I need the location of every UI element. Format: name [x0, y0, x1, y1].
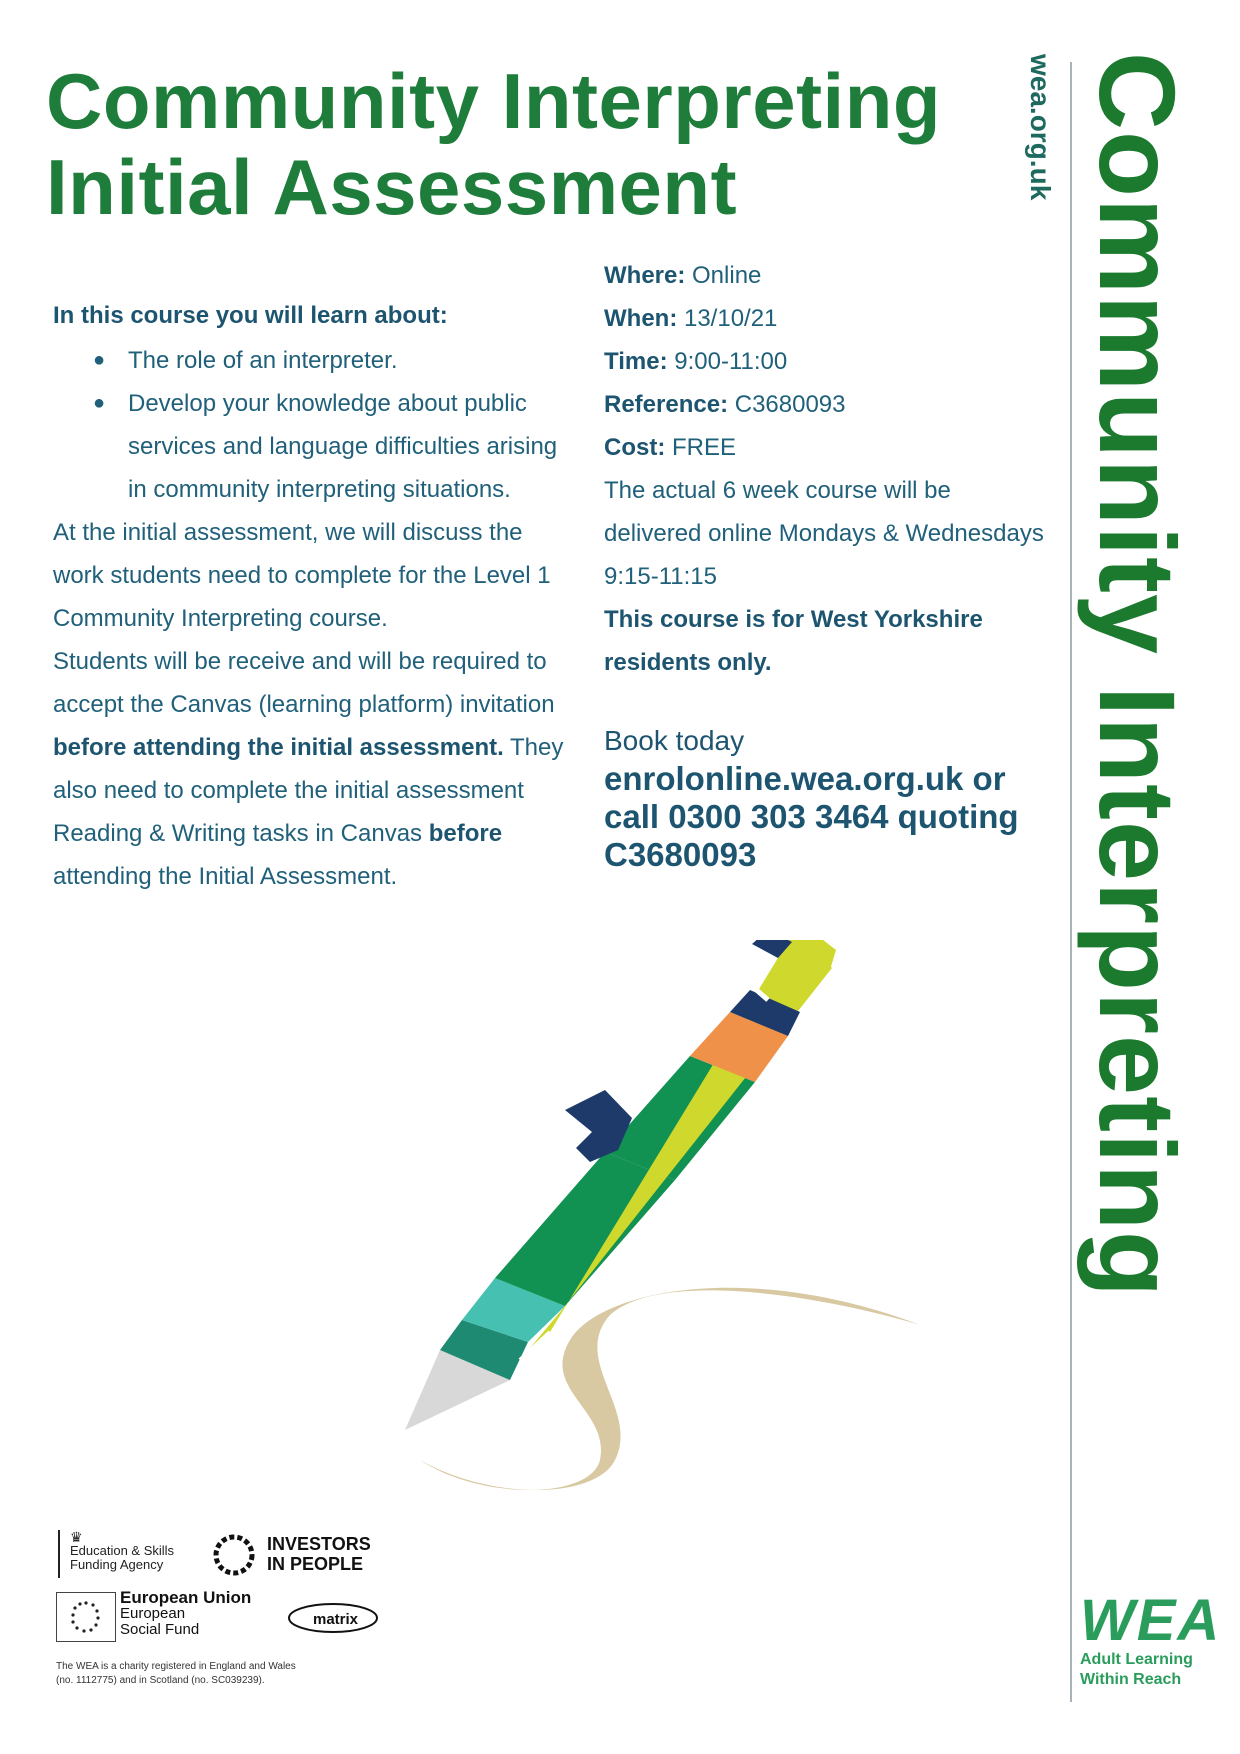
- wea-logo: [1080, 1588, 1222, 1702]
- website-text[interactable]: wea.org.uk: [1025, 54, 1056, 201]
- website-vertical: [1010, 54, 1060, 224]
- learn-heading: In this course you will learn about:: [53, 302, 448, 329]
- book-today-label: Book today: [604, 725, 745, 756]
- charity-notice: The WEA is a charity registered in England and Wales (no. 1112775) and in Scotland (no. SC039239).: [56, 1661, 296, 1686]
- bullet-icon: ●: [93, 349, 106, 371]
- canvas-paragraph: Students will be receive and will be required to accept the Canvas (learning platform) invitation before attending the initial assessment. They also need to complete the initial assessment Reading & Writing tasks in Canvas before attending the Initial Assessment.: [53, 648, 564, 890]
- investors-in-people-logo: INVESTORS IN PEOPLE: [211, 1530, 391, 1578]
- list-item: ● Develop your knowledge about public services and language difficulties arising in community interpreting situations.: [53, 382, 573, 511]
- where-row: Where: Online: [604, 262, 762, 289]
- assessment-paragraph: At the initial assessment, we will discuss the work students need to complete for the Level 1 Community Interpreting course.: [53, 519, 551, 632]
- booking-info: [604, 722, 1064, 874]
- course-description: [53, 294, 573, 898]
- schedule-text: The actual 6 week course will be delivered online Mondays & Wednesdays 9:15-11:15: [604, 477, 1044, 590]
- wea-wordmark: WEA: [1080, 1588, 1222, 1653]
- vertical-divider: [1070, 62, 1072, 1702]
- title-line-1: Community Interpreting: [46, 57, 942, 145]
- time-row: Time: 9:00-11:00: [604, 348, 788, 375]
- partner-logos: [56, 1530, 396, 1700]
- reference-code: C3680093: [604, 836, 757, 873]
- matrix-logo-icon: [278, 1596, 398, 1646]
- list-item: ● The role of an interpreter.: [53, 339, 573, 382]
- learn-list: [53, 339, 573, 511]
- pen-illustration: [400, 940, 940, 1500]
- page-title: [46, 58, 946, 230]
- phone-line: call 0300 303 3464 quoting: [604, 798, 1019, 835]
- cost-row: Cost: FREE: [604, 434, 737, 461]
- when-row: When: 13/10/21: [604, 305, 778, 332]
- vertical-title-wrap: [1077, 52, 1198, 1299]
- wea-tagline-2: Within Reach: [1080, 1671, 1182, 1688]
- eu-flag-icon: [56, 1592, 116, 1642]
- residents-notice: This course is for West Yorkshire residents only.: [604, 606, 983, 676]
- bullet-icon: ●: [93, 392, 106, 414]
- reference-row: Reference: C3680093: [604, 391, 846, 418]
- vertical-title: Community Interpreting: [1077, 52, 1198, 1299]
- title-line-2: Initial Assessment: [46, 143, 738, 231]
- wea-tagline-1: Adult Learning: [1080, 1651, 1193, 1668]
- enrol-link[interactable]: enrolonline.wea.org.uk or: [604, 760, 1006, 797]
- iip-wreath-icon: [211, 1532, 257, 1578]
- svg-text:matrix: matrix: [313, 1611, 359, 1628]
- eu-text: European Union European Social Fund: [120, 1588, 252, 1638]
- esfa-crest-icon: ♛: [70, 1529, 83, 1545]
- esfa-logo: ♛ Education & Skills Funding Agency: [58, 1530, 220, 1578]
- course-details: [604, 254, 1044, 684]
